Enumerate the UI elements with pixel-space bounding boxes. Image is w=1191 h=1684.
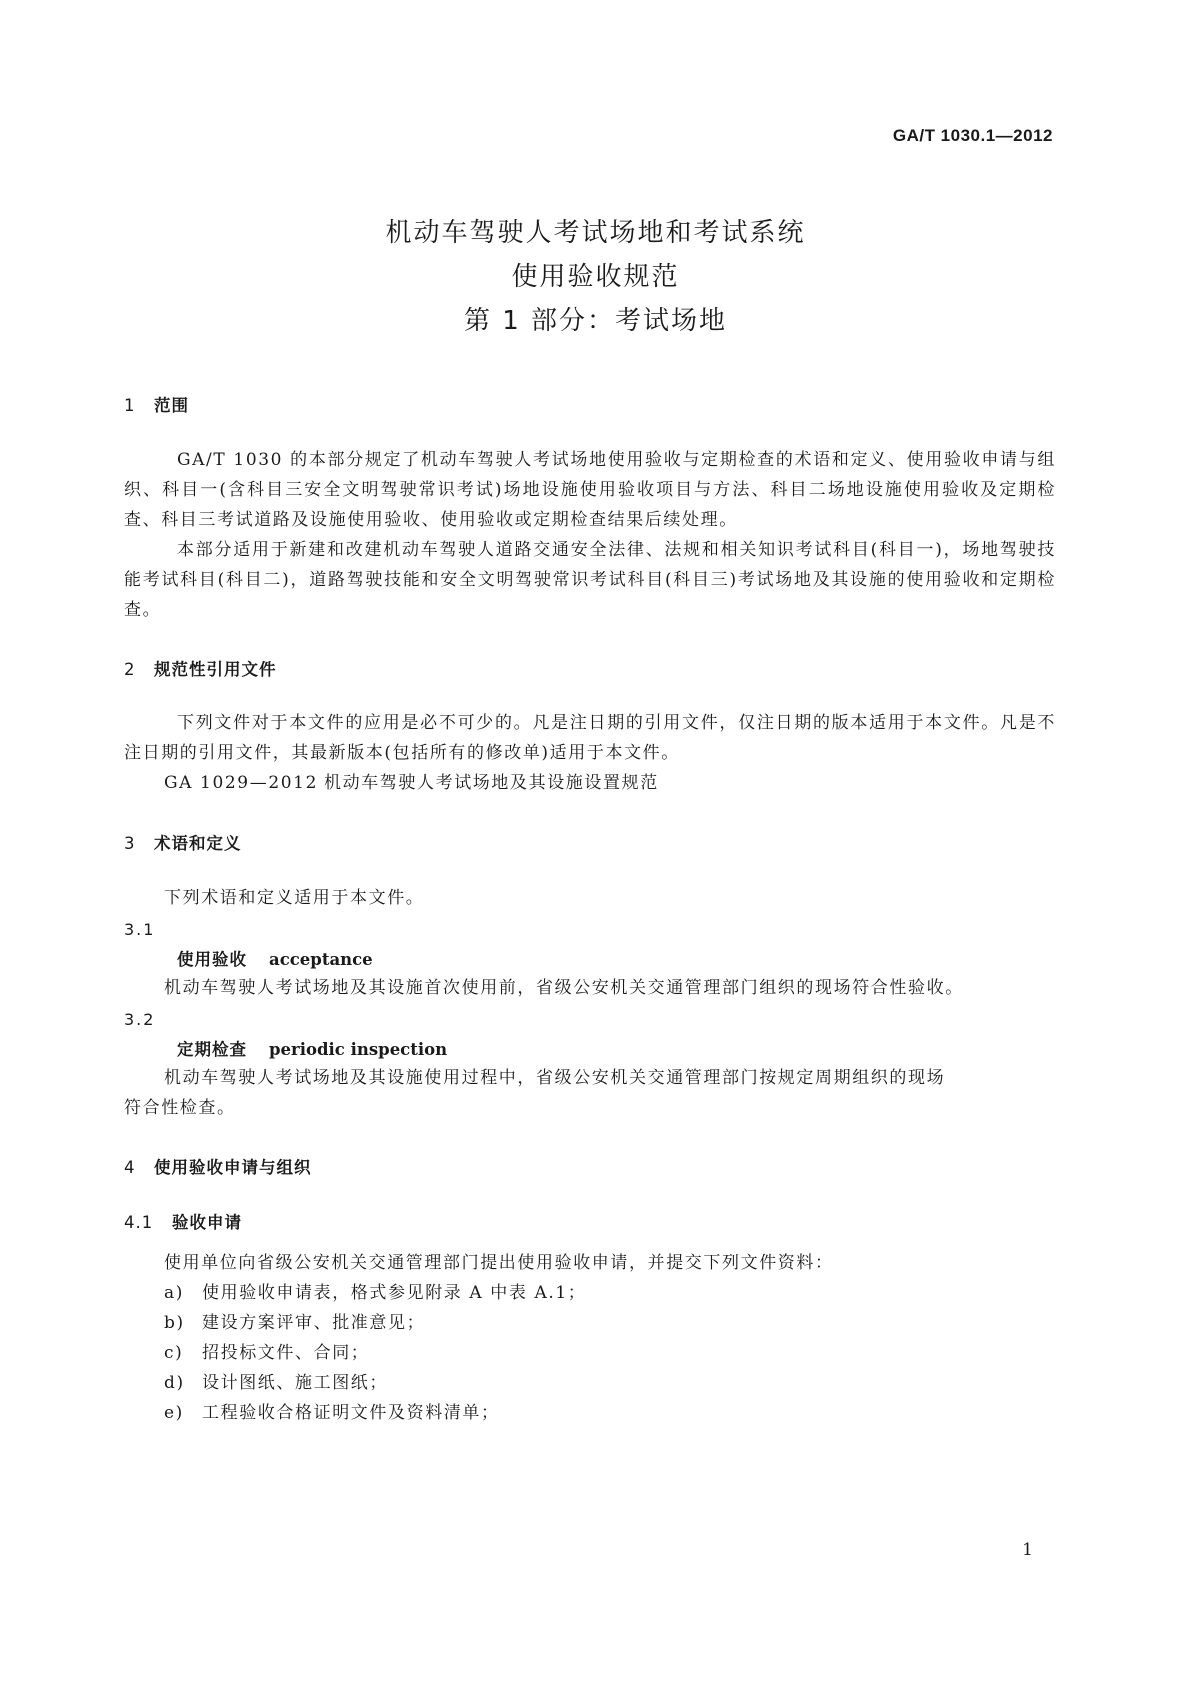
section-1-paragraph-1: GA/T 1030 的本部分规定了机动车驾驶人考试场地使用验收与定期检查的术语和定义、使用验收申请与组织、科目一(含科目三安全文明驾驶常识考试)场地设施使用验收项目与方法、科目二场地设施使用验收及定期检查、科目三考试道路及设施使用验收、使用验收或定期检查结果后续处理。 xyxy=(124,450,1056,530)
list-item-mark: d) xyxy=(164,1373,185,1393)
list-item-mark: a) xyxy=(164,1283,184,1303)
section-number: 3 xyxy=(124,834,136,853)
list-item-text: 建设方案评审、批准意见； xyxy=(202,1313,426,1333)
standard-code: GA/T 1030.1—2012 xyxy=(892,126,1053,145)
clause-number: 3.1 xyxy=(124,920,156,939)
page-number: 1 xyxy=(1022,1540,1033,1560)
section-number: 1 xyxy=(124,396,136,415)
section-title: 术语和定义 xyxy=(154,834,242,853)
list-item-mark: c) xyxy=(164,1343,184,1363)
list-item-text: 设计图纸、施工图纸； xyxy=(202,1373,388,1393)
list-item xyxy=(164,1338,369,1368)
section-1-paragraph-2: 本部分适用于新建和改建机动车驾驶人道路交通安全法律、法规和相关知识考试科目(科目一)，场地驾驶技能考试科目(科目二)，道路驾驶技能和安全文明驾驶常识考试科目(科目三)考试场地及其设施的使用验收和定期检查。 xyxy=(124,540,1056,620)
list-item-mark: e) xyxy=(164,1403,184,1423)
list-item-text: 使用验收申请表，格式参见附录 A 中表 A.1； xyxy=(202,1283,587,1303)
section-3-heading xyxy=(124,830,242,854)
normative-reference xyxy=(164,768,659,798)
clause-number: 3.2 xyxy=(124,1010,156,1029)
subsection-number: 4.1 xyxy=(124,1213,154,1232)
list-item xyxy=(164,1308,425,1338)
reference-code: GA 1029—2012 xyxy=(164,773,318,793)
section-number: 2 xyxy=(124,660,136,679)
list-item-mark: b) xyxy=(164,1313,185,1333)
list-item-text: 工程验收合格证明文件及资料清单； xyxy=(202,1403,500,1423)
term-chinese: 定期检查 xyxy=(177,1040,247,1059)
subsection-title: 验收申请 xyxy=(172,1213,242,1232)
subsection-intro: 使用单位向省级公安机关交通管理部门提出使用验收申请，并提交下列文件资料： xyxy=(164,1253,834,1273)
list-item-text: 招投标文件、合同； xyxy=(202,1343,370,1363)
term-entry xyxy=(177,946,373,970)
section-2-heading xyxy=(124,656,277,680)
list-item xyxy=(164,1398,500,1428)
section-1-heading xyxy=(124,392,189,416)
section-number: 4 xyxy=(124,1158,136,1177)
term-english: acceptance xyxy=(269,950,373,969)
term-english: periodic inspection xyxy=(269,1040,448,1059)
reference-title: 机动车驾驶人考试场地及其设施设置规范 xyxy=(324,773,659,793)
subsection-4-1-heading xyxy=(124,1209,242,1233)
title-line-2: 使用验收规范 xyxy=(511,262,680,292)
section-4-heading xyxy=(124,1154,312,1178)
title-line-1: 机动车驾驶人考试场地和考试系统 xyxy=(385,218,806,248)
section-3-intro: 下列术语和定义适用于本文件。 xyxy=(164,888,425,908)
section-2-paragraph: 下列文件对于本文件的应用是必不可少的。凡是注日期的引用文件，仅注日期的版本适用于本文件。凡是不注日期的引用文件，其最新版本(包括所有的修改单)适用于本文件。 xyxy=(124,713,1056,763)
term-chinese: 使用验收 xyxy=(177,950,247,969)
list-item xyxy=(164,1278,586,1308)
term-definition-line-1: 机动车驾驶人考试场地及其设施使用过程中，省级公安机关交通管理部门按规定周期组织的现场 xyxy=(164,1068,946,1088)
title-line-3: 第 1 部分：考试场地 xyxy=(463,306,728,336)
list-item xyxy=(164,1368,388,1398)
section-title: 规范性引用文件 xyxy=(154,660,277,679)
term-entry xyxy=(177,1036,447,1060)
section-title: 范围 xyxy=(154,396,189,415)
term-definition: 机动车驾驶人考试场地及其设施首次使用前，省级公安机关交通管理部门组织的现场符合性验收。 xyxy=(164,978,964,998)
term-definition-line-2: 符合性检查。 xyxy=(124,1098,236,1118)
section-title: 使用验收申请与组织 xyxy=(154,1158,312,1177)
